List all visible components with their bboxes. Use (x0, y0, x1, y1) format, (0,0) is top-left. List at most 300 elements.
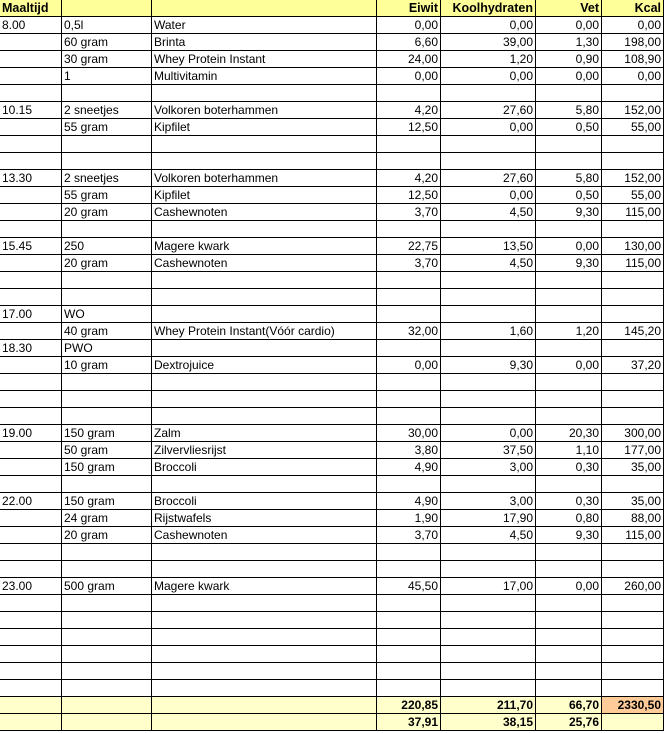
cell-protein[interactable]: 220,85 (377, 697, 441, 714)
cell-kcal[interactable]: 88,00 (602, 510, 664, 527)
cell-fat[interactable]: 1,10 (536, 442, 602, 459)
cell-fat[interactable] (536, 663, 602, 680)
cell-fat[interactable]: 0,30 (536, 459, 602, 476)
cell-protein[interactable]: 0,00 (377, 17, 441, 34)
cell-amount[interactable]: 150 gram (62, 493, 152, 510)
cell-fat[interactable] (536, 646, 602, 663)
cell-carbs[interactable]: 27,60 (441, 102, 536, 119)
cell-carbs[interactable]: 17,90 (441, 510, 536, 527)
cell-protein[interactable] (377, 136, 441, 153)
cell-protein[interactable]: 4,20 (377, 102, 441, 119)
cell-fat[interactable] (536, 136, 602, 153)
cell-carbs[interactable] (441, 476, 536, 493)
cell-carbs[interactable]: 0,00 (441, 17, 536, 34)
cell-carbs[interactable] (441, 306, 536, 323)
header-cell-carbs[interactable]: Koolhydraten (441, 0, 536, 17)
cell-time[interactable] (0, 680, 62, 697)
cell-amount[interactable]: 2 sneetjes (62, 170, 152, 187)
cell-food[interactable] (152, 476, 377, 493)
cell-food[interactable]: Rijstwafels (152, 510, 377, 527)
cell-time[interactable] (0, 221, 62, 238)
cell-amount[interactable] (62, 85, 152, 102)
cell-protein[interactable]: 3,70 (377, 255, 441, 272)
cell-kcal[interactable] (602, 408, 664, 425)
cell-food[interactable]: Magere kwark (152, 578, 377, 595)
cell-carbs[interactable] (441, 561, 536, 578)
cell-carbs[interactable] (441, 85, 536, 102)
cell-fat[interactable]: 9,30 (536, 204, 602, 221)
cell-protein[interactable]: 3,70 (377, 527, 441, 544)
cell-kcal[interactable] (602, 663, 664, 680)
cell-fat[interactable] (536, 153, 602, 170)
cell-time[interactable]: 8.00 (0, 17, 62, 34)
header-cell-time[interactable]: Maaltijd (0, 0, 62, 17)
cell-amount[interactable]: 2 sneetjes (62, 102, 152, 119)
cell-kcal[interactable] (602, 680, 664, 697)
cell-protein[interactable] (377, 153, 441, 170)
cell-carbs[interactable] (441, 680, 536, 697)
header-cell-fat[interactable]: Vet (536, 0, 602, 17)
cell-amount[interactable]: 20 gram (62, 527, 152, 544)
cell-kcal[interactable]: 152,00 (602, 102, 664, 119)
cell-fat[interactable]: 0,00 (536, 68, 602, 85)
cell-fat[interactable]: 0,50 (536, 187, 602, 204)
cell-protein[interactable]: 4,90 (377, 493, 441, 510)
cell-amount[interactable]: 10 gram (62, 357, 152, 374)
cell-fat[interactable]: 5,80 (536, 102, 602, 119)
cell-time[interactable] (0, 255, 62, 272)
cell-protein[interactable]: 3,80 (377, 442, 441, 459)
cell-kcal[interactable] (602, 629, 664, 646)
cell-food[interactable]: Cashewnoten (152, 527, 377, 544)
cell-kcal[interactable]: 0,00 (602, 68, 664, 85)
cell-food[interactable] (152, 136, 377, 153)
cell-time[interactable]: 15.45 (0, 238, 62, 255)
cell-protein[interactable]: 1,90 (377, 510, 441, 527)
cell-amount[interactable]: 0,5l (62, 17, 152, 34)
cell-time[interactable] (0, 119, 62, 136)
cell-time[interactable] (0, 510, 62, 527)
cell-food[interactable]: Dextrojuice (152, 357, 377, 374)
cell-carbs[interactable]: 17,00 (441, 578, 536, 595)
cell-food[interactable] (152, 85, 377, 102)
cell-food[interactable]: Magere kwark (152, 238, 377, 255)
cell-carbs[interactable]: 39,00 (441, 34, 536, 51)
cell-protein[interactable]: 37,91 (377, 714, 441, 731)
cell-protein[interactable] (377, 408, 441, 425)
cell-amount[interactable]: 60 gram (62, 34, 152, 51)
cell-protein[interactable] (377, 306, 441, 323)
cell-protein[interactable] (377, 391, 441, 408)
cell-kcal[interactable]: 115,00 (602, 527, 664, 544)
cell-fat[interactable] (536, 374, 602, 391)
cell-carbs[interactable]: 0,00 (441, 187, 536, 204)
cell-kcal[interactable]: 198,00 (602, 34, 664, 51)
cell-fat[interactable]: 9,30 (536, 527, 602, 544)
cell-fat[interactable]: 0,50 (536, 119, 602, 136)
cell-carbs[interactable]: 37,50 (441, 442, 536, 459)
cell-amount[interactable] (62, 391, 152, 408)
cell-carbs[interactable] (441, 221, 536, 238)
cell-carbs[interactable] (441, 646, 536, 663)
cell-amount[interactable]: 30 gram (62, 51, 152, 68)
cell-protein[interactable] (377, 340, 441, 357)
cell-protein[interactable]: 0,00 (377, 357, 441, 374)
header-cell-food[interactable] (152, 0, 377, 17)
cell-amount[interactable] (62, 697, 152, 714)
cell-amount[interactable]: 55 gram (62, 187, 152, 204)
cell-fat[interactable] (536, 408, 602, 425)
cell-kcal[interactable] (602, 221, 664, 238)
cell-kcal[interactable]: 115,00 (602, 255, 664, 272)
cell-amount[interactable]: 20 gram (62, 204, 152, 221)
cell-carbs[interactable]: 38,15 (441, 714, 536, 731)
cell-time[interactable]: 19.00 (0, 425, 62, 442)
cell-amount[interactable] (62, 544, 152, 561)
cell-amount[interactable] (62, 136, 152, 153)
header-cell-amount[interactable] (62, 0, 152, 17)
cell-time[interactable] (0, 561, 62, 578)
cell-food[interactable] (152, 340, 377, 357)
cell-fat[interactable]: 0,80 (536, 510, 602, 527)
cell-protein[interactable] (377, 612, 441, 629)
cell-time[interactable] (0, 34, 62, 51)
cell-food[interactable] (152, 714, 377, 731)
cell-food[interactable] (152, 561, 377, 578)
cell-food[interactable]: Cashewnoten (152, 255, 377, 272)
cell-time[interactable] (0, 323, 62, 340)
cell-protein[interactable] (377, 680, 441, 697)
cell-amount[interactable] (62, 289, 152, 306)
cell-kcal[interactable]: 300,00 (602, 425, 664, 442)
cell-time[interactable] (0, 595, 62, 612)
cell-carbs[interactable] (441, 136, 536, 153)
cell-time[interactable] (0, 374, 62, 391)
cell-carbs[interactable]: 4,50 (441, 204, 536, 221)
cell-kcal[interactable]: 35,00 (602, 493, 664, 510)
cell-time[interactable]: 23.00 (0, 578, 62, 595)
cell-protein[interactable] (377, 561, 441, 578)
cell-fat[interactable] (536, 221, 602, 238)
cell-kcal[interactable] (602, 476, 664, 493)
cell-amount[interactable]: 24 gram (62, 510, 152, 527)
cell-kcal[interactable] (602, 561, 664, 578)
cell-time[interactable] (0, 153, 62, 170)
cell-time[interactable] (0, 714, 62, 731)
cell-time[interactable] (0, 85, 62, 102)
cell-carbs[interactable] (441, 595, 536, 612)
cell-amount[interactable] (62, 595, 152, 612)
cell-amount[interactable]: 40 gram (62, 323, 152, 340)
cell-fat[interactable]: 0,00 (536, 578, 602, 595)
cell-carbs[interactable] (441, 153, 536, 170)
cell-protein[interactable]: 12,50 (377, 119, 441, 136)
cell-carbs[interactable] (441, 340, 536, 357)
cell-carbs[interactable] (441, 272, 536, 289)
cell-amount[interactable] (62, 374, 152, 391)
cell-time[interactable] (0, 187, 62, 204)
cell-kcal[interactable]: 260,00 (602, 578, 664, 595)
cell-amount[interactable] (62, 680, 152, 697)
cell-amount[interactable] (62, 612, 152, 629)
cell-kcal[interactable] (602, 391, 664, 408)
cell-carbs[interactable] (441, 391, 536, 408)
cell-time[interactable] (0, 408, 62, 425)
cell-time[interactable] (0, 544, 62, 561)
cell-time[interactable] (0, 663, 62, 680)
cell-protein[interactable] (377, 629, 441, 646)
cell-carbs[interactable] (441, 663, 536, 680)
cell-protein[interactable] (377, 221, 441, 238)
cell-kcal[interactable]: 115,00 (602, 204, 664, 221)
cell-kcal[interactable]: 55,00 (602, 187, 664, 204)
cell-protein[interactable]: 24,00 (377, 51, 441, 68)
cell-fat[interactable] (536, 612, 602, 629)
cell-time[interactable] (0, 68, 62, 85)
cell-protein[interactable]: 4,20 (377, 170, 441, 187)
header-cell-kcal[interactable]: Kcal (602, 0, 664, 17)
cell-protein[interactable]: 32,00 (377, 323, 441, 340)
cell-time[interactable] (0, 629, 62, 646)
cell-food[interactable]: Whey Protein Instant (152, 51, 377, 68)
cell-amount[interactable]: 500 gram (62, 578, 152, 595)
cell-food[interactable] (152, 306, 377, 323)
cell-carbs[interactable]: 4,50 (441, 255, 536, 272)
cell-protein[interactable]: 0,00 (377, 68, 441, 85)
cell-carbs[interactable]: 211,70 (441, 697, 536, 714)
cell-time[interactable] (0, 204, 62, 221)
cell-amount[interactable]: 250 (62, 238, 152, 255)
cell-carbs[interactable]: 0,00 (441, 119, 536, 136)
cell-food[interactable] (152, 391, 377, 408)
cell-time[interactable] (0, 476, 62, 493)
cell-fat[interactable] (536, 629, 602, 646)
cell-kcal[interactable] (602, 289, 664, 306)
cell-fat[interactable]: 0,00 (536, 17, 602, 34)
cell-carbs[interactable]: 0,00 (441, 425, 536, 442)
cell-protein[interactable] (377, 476, 441, 493)
cell-fat[interactable] (536, 340, 602, 357)
cell-amount[interactable]: 55 gram (62, 119, 152, 136)
cell-food[interactable] (152, 629, 377, 646)
cell-amount[interactable]: 150 gram (62, 425, 152, 442)
cell-carbs[interactable] (441, 629, 536, 646)
cell-food[interactable]: Broccoli (152, 459, 377, 476)
cell-carbs[interactable] (441, 612, 536, 629)
cell-time[interactable] (0, 357, 62, 374)
cell-amount[interactable]: 50 gram (62, 442, 152, 459)
cell-amount[interactable]: PWO (62, 340, 152, 357)
cell-protein[interactable] (377, 663, 441, 680)
cell-kcal[interactable]: 177,00 (602, 442, 664, 459)
cell-food[interactable] (152, 408, 377, 425)
cell-protein[interactable]: 22,75 (377, 238, 441, 255)
cell-carbs[interactable]: 4,50 (441, 527, 536, 544)
cell-protein[interactable] (377, 374, 441, 391)
cell-fat[interactable]: 0,30 (536, 493, 602, 510)
cell-kcal[interactable]: 0,00 (602, 17, 664, 34)
cell-kcal[interactable] (602, 646, 664, 663)
cell-kcal[interactable]: 130,00 (602, 238, 664, 255)
cell-time[interactable] (0, 697, 62, 714)
cell-amount[interactable]: 20 gram (62, 255, 152, 272)
cell-kcal[interactable] (602, 714, 664, 731)
cell-food[interactable]: Zilvervliesrijst (152, 442, 377, 459)
cell-amount[interactable]: 1 (62, 68, 152, 85)
cell-time[interactable] (0, 51, 62, 68)
cell-amount[interactable]: 150 gram (62, 459, 152, 476)
cell-fat[interactable] (536, 306, 602, 323)
cell-food[interactable]: Zalm (152, 425, 377, 442)
cell-time[interactable]: 13.30 (0, 170, 62, 187)
cell-amount[interactable] (62, 408, 152, 425)
cell-food[interactable]: Volkoren boterhammen (152, 170, 377, 187)
cell-food[interactable] (152, 612, 377, 629)
cell-food[interactable]: Broccoli (152, 493, 377, 510)
cell-kcal[interactable] (602, 153, 664, 170)
cell-protein[interactable]: 3,70 (377, 204, 441, 221)
cell-carbs[interactable]: 3,00 (441, 459, 536, 476)
cell-fat[interactable]: 25,76 (536, 714, 602, 731)
cell-protein[interactable]: 45,50 (377, 578, 441, 595)
cell-time[interactable] (0, 442, 62, 459)
cell-kcal[interactable] (602, 544, 664, 561)
header-cell-protein[interactable]: Eiwit (377, 0, 441, 17)
cell-food[interactable] (152, 153, 377, 170)
cell-fat[interactable] (536, 544, 602, 561)
cell-amount[interactable] (62, 629, 152, 646)
cell-fat[interactable]: 1,30 (536, 34, 602, 51)
cell-food[interactable] (152, 663, 377, 680)
cell-amount[interactable] (62, 646, 152, 663)
cell-carbs[interactable] (441, 374, 536, 391)
cell-fat[interactable] (536, 561, 602, 578)
cell-time[interactable] (0, 391, 62, 408)
cell-food[interactable] (152, 697, 377, 714)
cell-fat[interactable]: 9,30 (536, 255, 602, 272)
cell-food[interactable]: Multivitamin (152, 68, 377, 85)
cell-food[interactable] (152, 646, 377, 663)
cell-fat[interactable] (536, 476, 602, 493)
cell-protein[interactable] (377, 85, 441, 102)
cell-amount[interactable] (62, 663, 152, 680)
cell-kcal[interactable] (602, 272, 664, 289)
cell-fat[interactable] (536, 85, 602, 102)
cell-kcal[interactable] (602, 374, 664, 391)
cell-kcal[interactable]: 145,20 (602, 323, 664, 340)
cell-protein[interactable] (377, 544, 441, 561)
cell-time[interactable]: 18.30 (0, 340, 62, 357)
cell-time[interactable]: 10.15 (0, 102, 62, 119)
cell-food[interactable]: Kipfilet (152, 187, 377, 204)
cell-fat[interactable] (536, 595, 602, 612)
cell-protein[interactable]: 4,90 (377, 459, 441, 476)
cell-food[interactable]: Whey Protein Instant(Vóór cardio) (152, 323, 377, 340)
cell-amount[interactable] (62, 714, 152, 731)
cell-food[interactable] (152, 272, 377, 289)
cell-time[interactable] (0, 136, 62, 153)
cell-kcal[interactable] (602, 136, 664, 153)
cell-carbs[interactable] (441, 408, 536, 425)
cell-kcal[interactable]: 37,20 (602, 357, 664, 374)
cell-protein[interactable]: 12,50 (377, 187, 441, 204)
cell-protein[interactable]: 6,60 (377, 34, 441, 51)
cell-amount[interactable] (62, 561, 152, 578)
cell-fat[interactable]: 0,00 (536, 238, 602, 255)
cell-food[interactable] (152, 595, 377, 612)
cell-time[interactable]: 17.00 (0, 306, 62, 323)
cell-kcal[interactable] (602, 595, 664, 612)
cell-kcal[interactable]: 152,00 (602, 170, 664, 187)
cell-carbs[interactable] (441, 289, 536, 306)
cell-fat[interactable]: 66,70 (536, 697, 602, 714)
cell-kcal[interactable]: 2330,50 (602, 697, 664, 714)
cell-carbs[interactable]: 27,60 (441, 170, 536, 187)
cell-food[interactable] (152, 374, 377, 391)
cell-kcal[interactable] (602, 85, 664, 102)
cell-food[interactable]: Kipfilet (152, 119, 377, 136)
cell-fat[interactable]: 0,90 (536, 51, 602, 68)
cell-food[interactable] (152, 680, 377, 697)
cell-protein[interactable] (377, 289, 441, 306)
cell-food[interactable] (152, 221, 377, 238)
cell-protein[interactable]: 30,00 (377, 425, 441, 442)
cell-time[interactable]: 22.00 (0, 493, 62, 510)
cell-food[interactable]: Cashewnoten (152, 204, 377, 221)
cell-fat[interactable] (536, 272, 602, 289)
cell-carbs[interactable]: 1,60 (441, 323, 536, 340)
cell-kcal[interactable]: 108,90 (602, 51, 664, 68)
cell-time[interactable] (0, 527, 62, 544)
cell-carbs[interactable] (441, 544, 536, 561)
cell-kcal[interactable] (602, 612, 664, 629)
cell-fat[interactable] (536, 680, 602, 697)
cell-food[interactable] (152, 289, 377, 306)
cell-fat[interactable] (536, 391, 602, 408)
cell-kcal[interactable]: 55,00 (602, 119, 664, 136)
cell-amount[interactable] (62, 153, 152, 170)
cell-kcal[interactable]: 35,00 (602, 459, 664, 476)
cell-fat[interactable] (536, 289, 602, 306)
cell-food[interactable]: Water (152, 17, 377, 34)
cell-fat[interactable]: 0,00 (536, 357, 602, 374)
cell-time[interactable] (0, 289, 62, 306)
cell-amount[interactable] (62, 476, 152, 493)
cell-protein[interactable] (377, 595, 441, 612)
cell-protein[interactable] (377, 272, 441, 289)
cell-time[interactable] (0, 612, 62, 629)
cell-food[interactable]: Volkoren boterhammen (152, 102, 377, 119)
cell-time[interactable] (0, 646, 62, 663)
cell-kcal[interactable] (602, 340, 664, 357)
cell-food[interactable] (152, 544, 377, 561)
cell-fat[interactable]: 20,30 (536, 425, 602, 442)
cell-fat[interactable]: 5,80 (536, 170, 602, 187)
cell-carbs[interactable]: 9,30 (441, 357, 536, 374)
cell-kcal[interactable] (602, 306, 664, 323)
cell-time[interactable] (0, 459, 62, 476)
cell-amount[interactable] (62, 221, 152, 238)
cell-carbs[interactable]: 1,20 (441, 51, 536, 68)
cell-food[interactable]: Brinta (152, 34, 377, 51)
cell-amount[interactable] (62, 272, 152, 289)
cell-carbs[interactable]: 0,00 (441, 68, 536, 85)
cell-protein[interactable] (377, 646, 441, 663)
cell-amount[interactable]: WO (62, 306, 152, 323)
cell-time[interactable] (0, 272, 62, 289)
cell-carbs[interactable]: 3,00 (441, 493, 536, 510)
cell-carbs[interactable]: 13,50 (441, 238, 536, 255)
